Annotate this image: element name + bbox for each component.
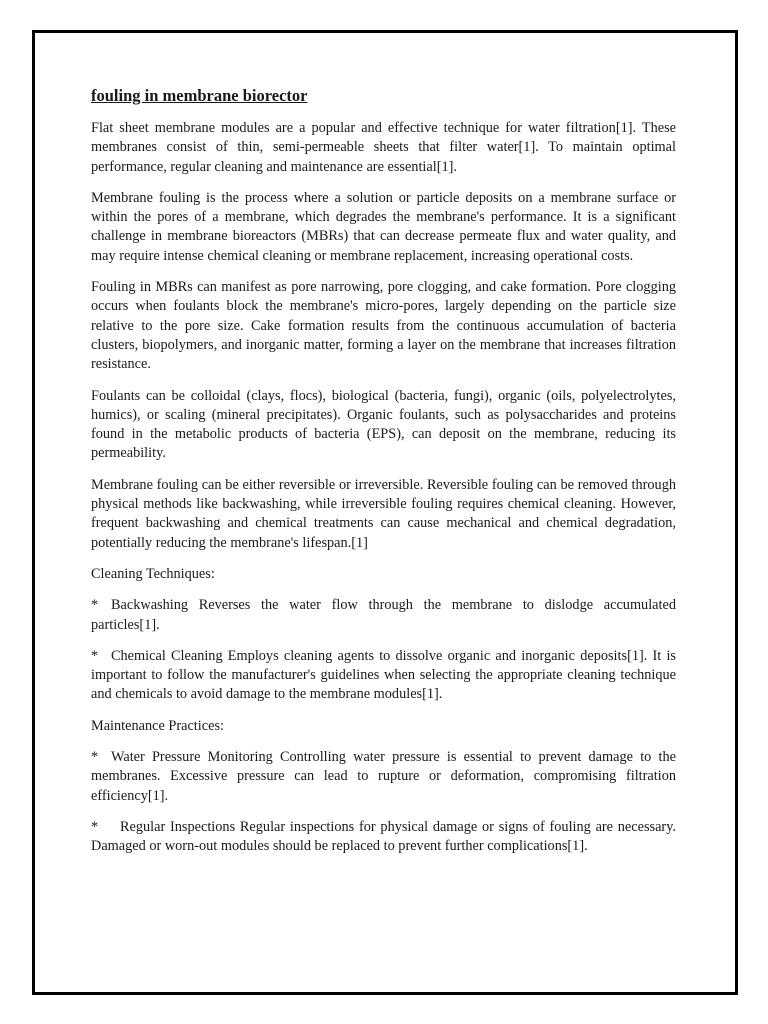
list-item-regular-inspections [91,818,676,857]
list-item-text: Water Pressure Monitoring Controlling water pressure is essential to prevent damage to the membranes. Excessive pressure can lead to rupture or deformation, compromising filtration efficiency[1]. [91,749,676,804]
list-item-backwashing [91,596,676,635]
list-item-text: Regular Inspections Regular inspections for physical damage or signs of fouling are necessary. Damaged or worn-out modules should be replaced to prevent further complications[1]. [91,818,676,855]
bullet-marker: * [91,647,99,664]
cleaning-techniques-heading: Cleaning Techniques: [91,565,215,582]
paragraph-reversibility: Membrane fouling can be either reversible or irreversible. Reversible fouling can be removed through physical methods like backwashing, while irreversible fouling requires chemical cleaning. However, frequent backwashing and chemical treatments can cause mechanical and chemical degradation, potentially reducing the membrane's lifespan.[1] [91,476,676,551]
paragraph-intro: Flat sheet membrane modules are a popular and effective technique for water filtration[1]. These membranes consist of thin, semi-permeable sheets that filter water[1]. To maintain optimal performance, regular cleaning and maintenance are essential[1]. [91,120,676,175]
bullet-marker: * [91,749,99,766]
list-item-text: Backwashing Reverses the water flow through the membrane to dislodge accumulated particles[1]. [91,597,676,633]
bullet-marker: * [91,597,99,614]
maintenance-practices-heading: Maintenance Practices: [91,717,224,734]
paragraph-fouling-definition: Membrane fouling is the process where a solution or particle deposits on a membrane surface or within the pores of a membrane, which degrades the membrane's performance. It is a significant challenge in membrane bioreactors (MBRs) that can decrease permeate flux and water quality, and may require intense chemical cleaning or membrane replacement, increasing operational costs. [91,189,676,264]
list-item-chemical-cleaning [91,647,676,705]
document-body [91,86,676,869]
document-title: fouling in membrane biorector [91,86,308,105]
paragraph-fouling-mechanisms: Fouling in MBRs can manifest as pore narrowing, pore clogging, and cake formation. Pore clogging occurs when foulants block the membrane's micro-pores, largely depending on the particle size relative to the pore size. Cake formation results from the continuous accumulation of bacteria clusters, biopolymers, and inorganic matter, forming a layer on the membrane that increases filtration resistance. [91,279,676,373]
bullet-marker: * [91,818,99,835]
list-item-text: Chemical Cleaning Employs cleaning agents to dissolve organic and inorganic deposits[1]. It is important to follow the manufacturer's guidelines when selecting the appropriate cleaning technique and chemicals to avoid damage to the membrane modules[1]. [91,647,676,703]
list-item-pressure-monitoring [91,748,676,806]
paragraph-foulant-types: Foulants can be colloidal (clays, flocs), biological (bacteria, fungi), organic (oils, polyelectrolytes, humics), or scaling (mineral precipitates). Organic foulants, such as polysaccharides and proteins found in the metabolic products of bacteria (EPS), can deposit on the membrane, reducing its permeability. [91,387,676,462]
